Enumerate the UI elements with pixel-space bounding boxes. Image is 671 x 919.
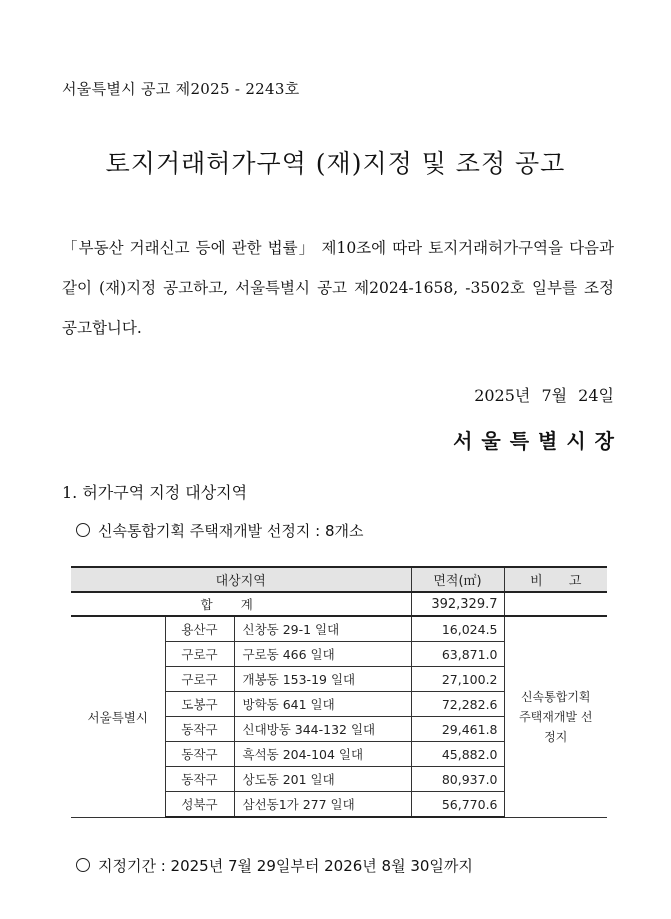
bullet-item [76,520,364,541]
size-cell: 72,282.6 [411,692,504,717]
location-cell: 신창동 29-1 일대 [234,616,411,642]
district-cell: 구로구 [165,667,234,692]
total-remark [504,592,607,616]
city-cell: 서울특별시 [71,616,165,817]
remark-cell [504,616,607,817]
designation-period [76,855,473,876]
location-cell: 개봉동 153-19 일대 [234,667,411,692]
header-area: 대상지역 [71,567,411,592]
circle-bullet-icon [76,523,90,537]
table-header-row [71,567,607,592]
circle-bullet-icon [76,858,90,872]
district-cell: 성북구 [165,792,234,818]
district-cell: 도봉구 [165,692,234,717]
size-cell: 63,871.0 [411,642,504,667]
district-cell: 동작구 [165,717,234,742]
document-title: 토지거래허가구역 (재)지정 및 조정 공고 [105,149,566,178]
district-cell: 구로구 [165,642,234,667]
size-cell: 80,937.0 [411,767,504,792]
location-cell: 상도동 201 일대 [234,767,411,792]
location-cell: 구로동 466 일대 [234,642,411,667]
remark-text: 신속통합기획 주택재개발 선정지 [519,689,593,744]
location-cell: 신대방동 344-132 일대 [234,717,411,742]
period-text: 지정기간 : 2025년 7월 29일부터 2026년 8월 30일까지 [98,857,473,875]
section-title: 1. 허가구역 지정 대상지역 [62,483,248,502]
location-cell: 삼선동1가 277 일대 [234,792,411,818]
district-cell: 용산구 [165,616,234,642]
header-size: 면적(㎡) [411,567,504,592]
total-value: 392,329.7 [411,592,504,616]
table-row [71,616,607,642]
district-cell: 동작구 [165,742,234,767]
total-label: 합계 [71,592,411,616]
size-cell: 16,024.5 [411,616,504,642]
district-cell: 동작구 [165,767,234,792]
size-cell: 56,770.6 [411,792,504,818]
table-total-row [71,592,607,616]
notice-number: 서울특별시 공고 제2025 - 2243호 [62,80,300,98]
size-cell: 29,461.8 [411,717,504,742]
designated-area-table [71,566,607,818]
header-remark: 비 고 [504,567,607,592]
bullet-text: 신속통합기획 주택재개발 선정지 : 8개소 [98,522,364,540]
location-cell: 방학동 641 일대 [234,692,411,717]
size-cell: 27,100.2 [411,667,504,692]
issuer: 서울특별시장 [453,429,623,453]
size-cell: 45,882.0 [411,742,504,767]
notice-date: 2025년 7월 24일 [474,386,614,405]
intro-paragraph: 「부동산 거래신고 등에 관한 법률」 제10조에 따라 토지거래허가구역을 다음과 같이 (재)지정 공고하고, 서울특별시 공고 제2024-1658, -3502호 일부를 조정 공고합니다. [62,239,614,337]
location-cell: 흑석동 204-104 일대 [234,742,411,767]
